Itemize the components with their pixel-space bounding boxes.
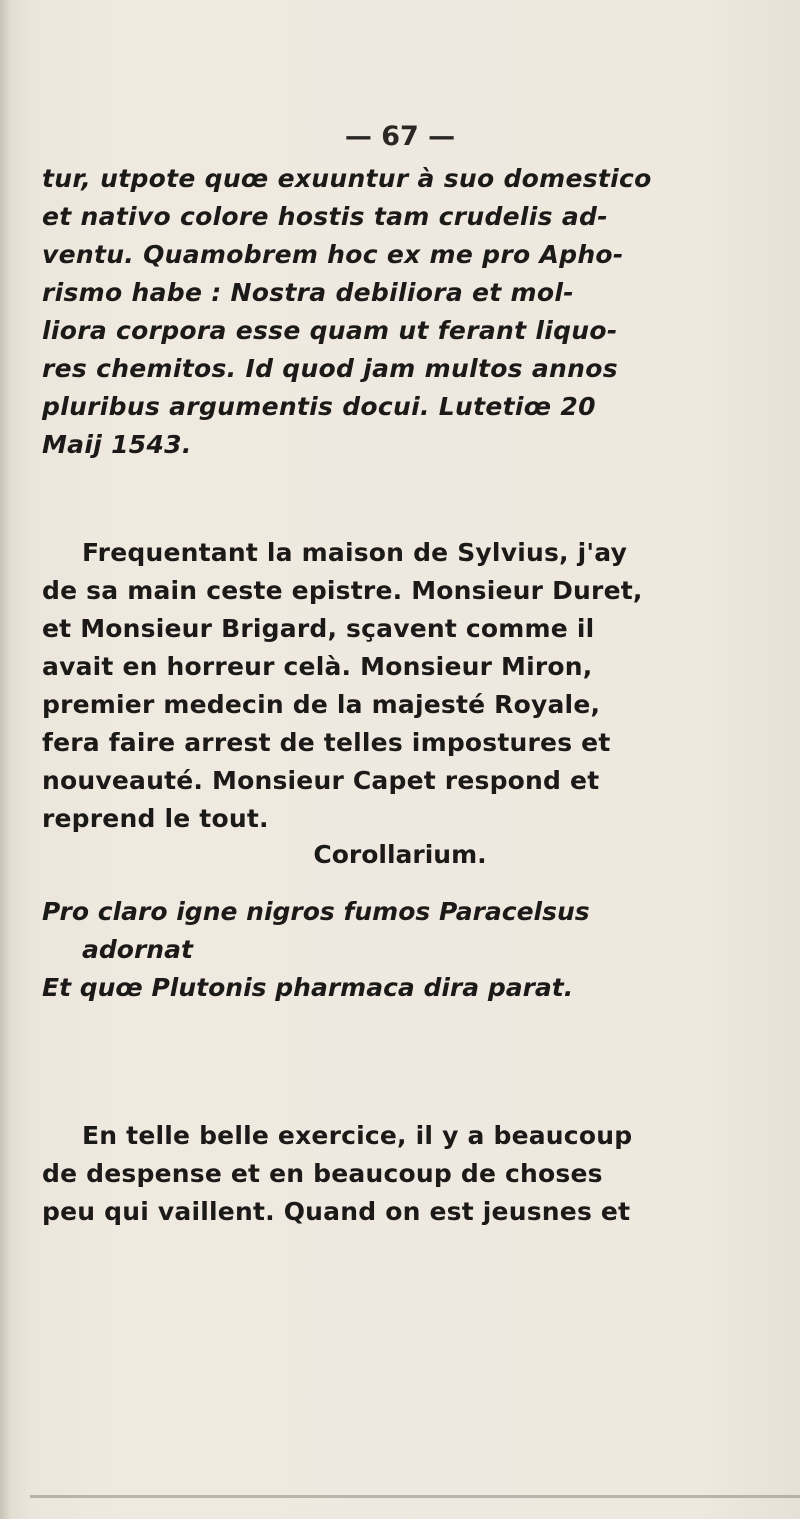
- text-line: et Monsieur Brigard, sçavent comme il: [42, 614, 595, 643]
- text-line: fera faire arrest de telles impostures et: [42, 728, 611, 757]
- text-line: res chemitos. Id quod jam multos annos: [42, 354, 618, 383]
- latin-paragraph: [42, 160, 772, 464]
- text-line: et nativo colore hostis tam crudelis ad-: [42, 202, 608, 231]
- text-line: rismo habe : Nostra debiliora et mol-: [42, 278, 574, 307]
- text-line: ventu. Quamobrem hoc ex me pro Apho-: [42, 240, 624, 269]
- text-line: nouveauté. Monsieur Capet respond et: [42, 766, 600, 795]
- verse-line: adornat: [82, 935, 193, 964]
- text-line: avait en horreur celà. Monsieur Miron,: [42, 652, 593, 681]
- text-line: Frequentant la maison de Sylvius, j'ay: [82, 538, 628, 567]
- text-line: liora corpora esse quam ut ferant liquo-: [42, 316, 618, 345]
- text-line: premier medecin de la majesté Royale,: [42, 690, 601, 719]
- verse-line: Pro claro igne nigros fumos Paracelsus: [42, 897, 590, 926]
- text-line: Maij 1543.: [42, 430, 192, 459]
- page-bottom-rule: [30, 1495, 800, 1498]
- verse-line: Et quœ Plutonis pharmaca dira parat.: [42, 973, 574, 1002]
- page-number: — 67 —: [344, 121, 456, 152]
- text-line: pluribus argumentis docui. Lutetiœ 20: [42, 392, 596, 421]
- text-line: tur, utpote quœ exuuntur à suo domestico: [42, 164, 652, 193]
- text-line: de sa main ceste epistre. Monsieur Duret,: [42, 576, 643, 605]
- closing-paragraph: [42, 1117, 772, 1231]
- text-line: En telle belle exercice, il y a beaucoup: [82, 1121, 633, 1150]
- corollary-heading: Corollarium.: [313, 840, 487, 869]
- page-edge-shadow: [0, 0, 10, 1519]
- french-paragraph: [42, 534, 772, 838]
- text-line: peu qui vaillent. Quand on est jeusnes et: [42, 1197, 631, 1226]
- text-line: de despense et en beaucoup de choses: [42, 1159, 603, 1188]
- verse: [42, 893, 772, 1007]
- text-line: reprend le tout.: [42, 804, 269, 833]
